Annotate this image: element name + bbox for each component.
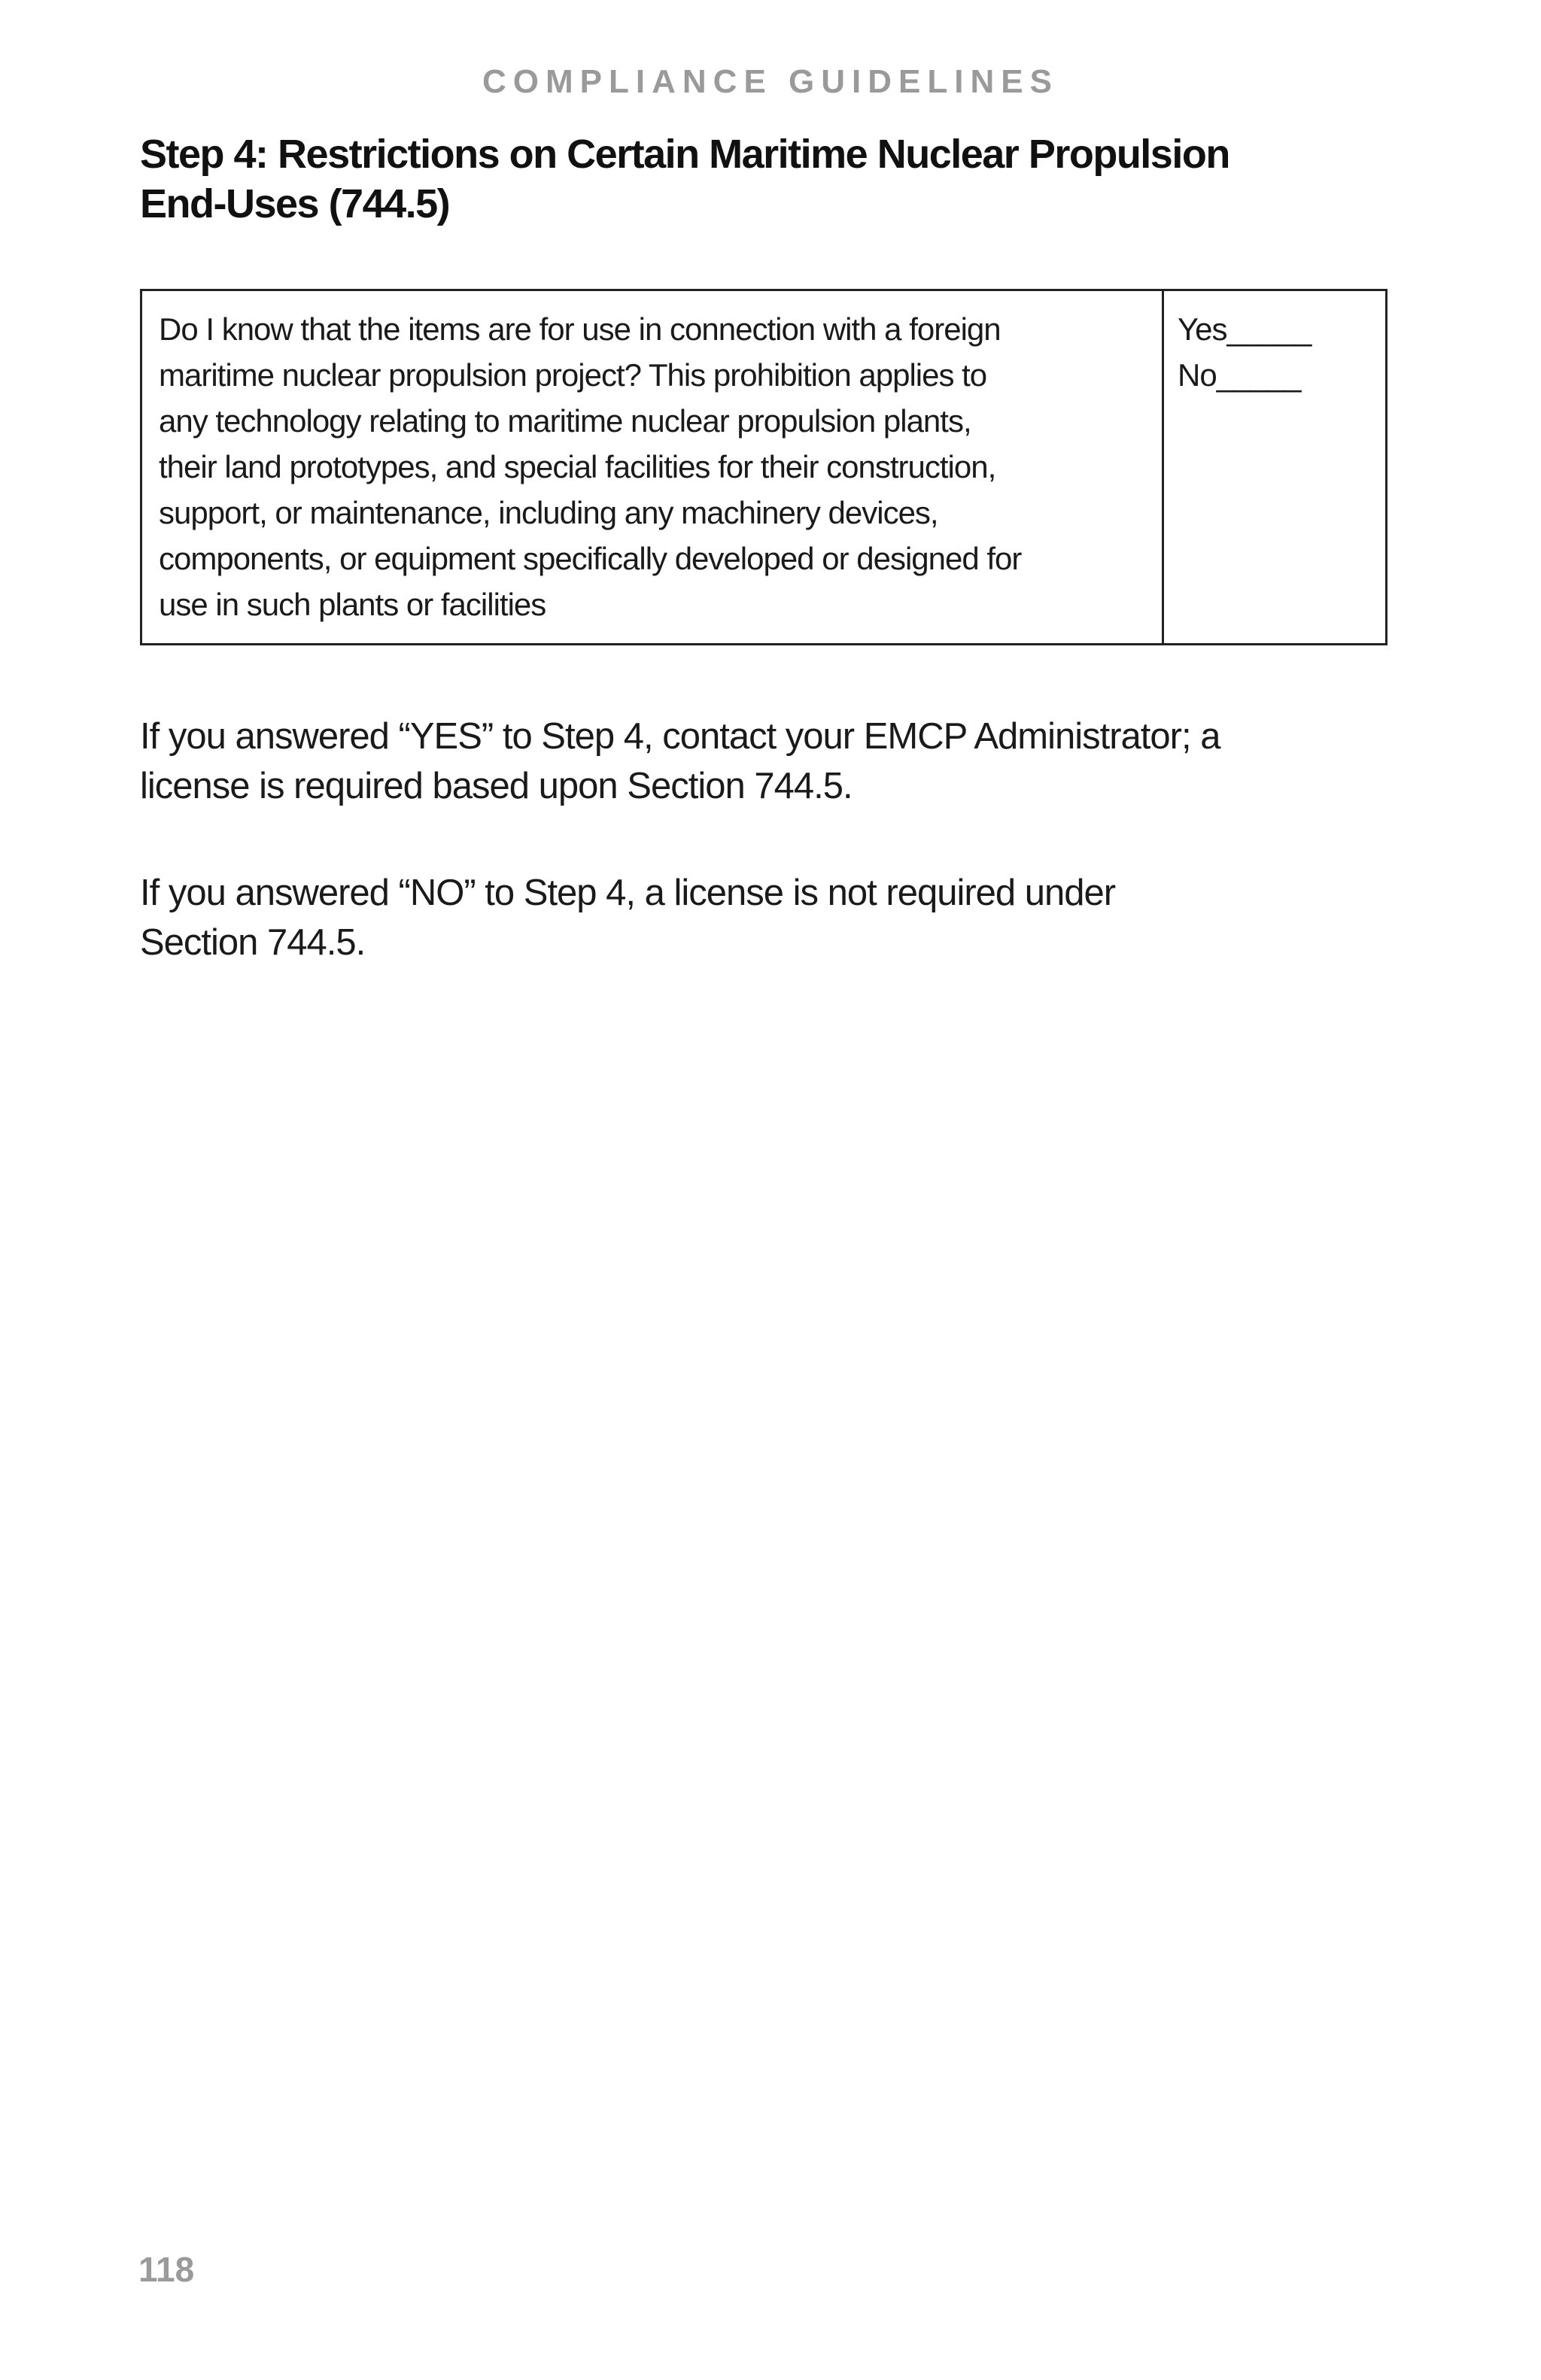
if-yes-line-2: license is required based upon Section 744.5.: [140, 766, 853, 806]
if-no-line-1: If you answered “NO” to Step 4, a license is not required under: [140, 873, 1116, 913]
question-cell: [142, 291, 1164, 643]
question-line: components, or equipment specifically developed or designed for: [159, 541, 1022, 576]
step-title-line-2: End-Uses (744.5): [140, 181, 450, 226]
question-line: use in such plants or facilities: [159, 587, 546, 622]
question-table: [140, 289, 1388, 645]
page-number: 118: [138, 2250, 195, 2289]
step-title-line-1: Step 4: Restrictions on Certain Maritime Nuclear Propulsion: [140, 132, 1229, 177]
if-yes-paragraph: [140, 712, 1359, 811]
yes-answer-field[interactable]: Yes_____: [1178, 311, 1312, 347]
question-line: their land prototypes, and special facilities for their construction,: [159, 449, 996, 484]
no-answer-field[interactable]: No_____: [1178, 357, 1301, 393]
question-line: support, or maintenance, including any machinery devices,: [159, 495, 938, 530]
question-line: Do I know that the items are for use in connection with a foreign: [159, 311, 1001, 347]
running-header: COMPLIANCE GUIDELINES: [482, 63, 1059, 100]
question-line: any technology relating to maritime nuclear propulsion plants,: [159, 403, 971, 439]
if-no-paragraph: [140, 868, 1359, 967]
step-title: [140, 129, 1419, 229]
answer-cell: [1164, 291, 1385, 643]
question-line: maritime nuclear propulsion project? This prohibition applies to: [159, 357, 987, 393]
if-yes-line-1: If you answered “YES” to Step 4, contact your EMCP Administrator; a: [140, 716, 1220, 757]
if-no-line-2: Section 744.5.: [140, 922, 366, 963]
